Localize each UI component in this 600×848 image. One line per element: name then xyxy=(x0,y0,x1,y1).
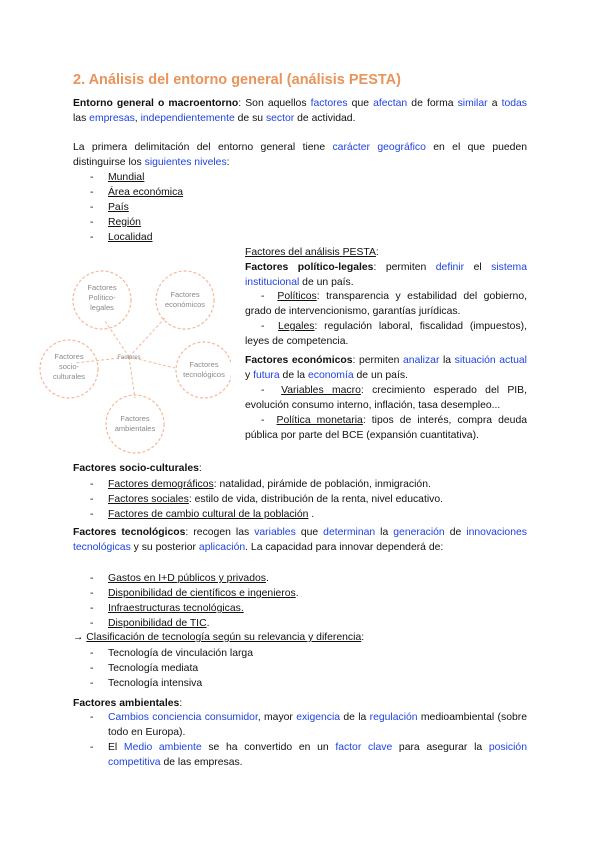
term-political: Factores político-legales xyxy=(245,262,374,273)
level-label: Localidad xyxy=(108,232,153,243)
label-environment-1: Factores xyxy=(120,414,150,423)
levels-list xyxy=(73,170,183,245)
keyword: Medio ambiente xyxy=(123,742,202,753)
text: la xyxy=(439,355,455,366)
intro-paragraph xyxy=(73,97,527,126)
label-tech-2: tecnológicos xyxy=(183,370,225,379)
list-item xyxy=(73,571,299,586)
text: para asegurar la xyxy=(392,742,489,753)
list-item xyxy=(73,185,183,200)
text: de la xyxy=(340,712,370,723)
list-item xyxy=(73,646,253,661)
text: : permiten xyxy=(373,262,436,273)
item-text: . xyxy=(295,588,299,599)
intro-text: , xyxy=(134,112,141,124)
geo-paragraph xyxy=(73,141,527,170)
text: y su posterior xyxy=(130,541,199,553)
item-text: Tecnología de vinculación larga xyxy=(108,648,253,659)
intro-text: que xyxy=(347,98,374,109)
geo-text: : xyxy=(226,156,230,168)
colon: : xyxy=(179,698,183,709)
text: : recogen las xyxy=(185,527,255,538)
item-text: : natalidad, pirámide de población, inmigración. xyxy=(213,479,431,490)
list-item xyxy=(73,230,183,245)
diagram-connector xyxy=(129,318,165,357)
list-item xyxy=(73,616,299,631)
keyword: exigencia xyxy=(296,712,341,723)
keyword: factor clave xyxy=(335,742,393,753)
item-text: : estilo de vida, distribución de la renta, nivel educativo. xyxy=(188,494,443,505)
list-item xyxy=(73,676,253,691)
socio-heading-text: Factores socio-culturales xyxy=(73,463,199,474)
keyword: similar xyxy=(457,98,488,109)
keyword: sector xyxy=(265,112,295,124)
item-label: Legales xyxy=(278,321,315,332)
keyword: innovaciones tecnológicas xyxy=(73,527,527,553)
list-item xyxy=(73,215,183,230)
colon: : xyxy=(361,632,365,643)
item-text: . xyxy=(308,509,315,520)
item-label: Variables macro xyxy=(281,385,361,396)
keyword: carácter geográfico xyxy=(332,142,426,153)
political-item-1: - Políticos: transparencia y estabilidad del gobierno, grado de intervencionismo, garantías jurídicas. xyxy=(245,291,527,317)
label-economic-1: Factores xyxy=(170,290,200,299)
political-item-2: - Legales: regulación laboral, fiscalidad (impuestos), leyes de competencia. xyxy=(245,321,527,347)
item-label: Infraestructuras tecnológicas. xyxy=(108,603,244,614)
label-socio-2: socio- xyxy=(58,362,80,371)
label-socio-1: Factores xyxy=(54,352,84,361)
intro-text: a xyxy=(487,98,502,109)
text: y xyxy=(245,369,254,381)
item-text: . xyxy=(265,573,269,584)
geo-text: en el que pueden distinguirse los xyxy=(73,142,528,168)
item-text: : regulación laboral, fiscalidad (impuestos), leyes de competencia. xyxy=(245,321,527,347)
classification-line xyxy=(73,631,527,646)
item-label: Políticos xyxy=(277,291,317,302)
text: de las empresas. xyxy=(160,756,243,768)
amb-list xyxy=(73,711,527,770)
economic-item-2: - Política monetaria: tipos de interés, compra deuda pública por parte del BCE (expansión cuantitativa). xyxy=(245,415,527,441)
keyword: posición competitiva xyxy=(108,742,527,768)
term-tech: Factores tecnológicos xyxy=(73,527,186,538)
section-title: 2. Análisis del entorno general (análisis PESTA) xyxy=(73,72,401,88)
keyword: futura xyxy=(253,369,280,381)
item-label: Gastos en I+D públicos y privados xyxy=(108,573,266,584)
list-item xyxy=(73,200,183,215)
item-label: Disponibilidad de TIC xyxy=(108,618,207,629)
level-label: Región xyxy=(108,217,141,228)
level-label: Área económica xyxy=(108,187,184,198)
item-label: Factores de cambio cultural de la población xyxy=(108,509,309,520)
tech-types-list xyxy=(73,646,253,691)
item-text: Tecnología mediata xyxy=(108,663,199,674)
list-item xyxy=(73,741,527,770)
label-political-2: Político- xyxy=(88,293,116,302)
colon: : xyxy=(375,247,379,258)
level-label: País xyxy=(108,202,129,213)
keyword: Cambios conciencia consumidor xyxy=(108,712,258,723)
text: . La capacidad para innovar dependerá de: xyxy=(245,541,444,553)
label-socio-3: culturales xyxy=(52,372,86,381)
keyword: empresas xyxy=(89,112,135,124)
text: de la xyxy=(279,369,308,381)
item-label: Disponibilidad de científicos e ingenieros xyxy=(108,588,296,599)
text: la xyxy=(375,527,394,538)
economic-item-1: - Variables macro: crecimiento esperado del PIB, evolución consumo interno, inflación, tasa desempleo... xyxy=(245,385,527,411)
intro-text: las xyxy=(73,112,90,124)
diagram-connector xyxy=(105,321,129,357)
text: de un país. xyxy=(353,369,408,381)
keyword: sistema institucional xyxy=(245,262,527,288)
text: medioambiental (sobre todo en Europa). xyxy=(108,712,527,738)
keyword: situación actual xyxy=(454,355,527,366)
item-label: Política monetaria xyxy=(276,415,363,426)
label-center: Factores xyxy=(117,355,141,361)
list-item xyxy=(73,477,443,492)
text: el xyxy=(464,262,492,273)
item-text: : tipos de interés, compra deuda pública por parte del BCE (expansión cuantitativa). xyxy=(245,415,527,441)
classification-text: Clasificación de tecnología según su relevancia y diferencia xyxy=(86,632,362,643)
term-economic: Factores económicos xyxy=(245,355,353,366)
list-item xyxy=(73,601,299,616)
amb-heading-text: Factores ambientales xyxy=(73,698,180,709)
label-tech-1: Factores xyxy=(189,360,219,369)
keyword: definir xyxy=(435,262,465,273)
item-text: . xyxy=(206,618,210,629)
list-item xyxy=(73,711,527,740)
amb-heading xyxy=(73,697,527,712)
intro-text: de actividad. xyxy=(294,112,356,124)
keyword: factores xyxy=(310,98,348,109)
keyword: siguientes niveles xyxy=(144,156,227,168)
pesta-heading xyxy=(245,246,527,261)
label-environment-2: ambientales xyxy=(114,424,156,433)
item-label: Factores demográficos xyxy=(108,479,214,490)
text: , mayor xyxy=(257,712,297,723)
text: se ha convertido en un xyxy=(201,742,336,753)
keyword: economía xyxy=(307,369,354,381)
keyword: afectan xyxy=(373,98,408,109)
label-political-1: Factores xyxy=(87,283,117,292)
keyword: regulación xyxy=(369,712,418,723)
tech-paragraph xyxy=(73,526,527,555)
keyword: todas xyxy=(501,98,527,109)
diagram-connector xyxy=(129,357,135,398)
colon: : xyxy=(198,463,202,474)
economic-paragraph xyxy=(245,354,527,383)
keyword: variables xyxy=(254,527,296,538)
list-item xyxy=(73,492,443,507)
item-text: Tecnología intensiva xyxy=(108,678,203,689)
item-text: : crecimiento esperado del PIB, evolución consumo interno, inflación, tasa desempleo... xyxy=(245,385,527,411)
keyword: analizar xyxy=(403,355,440,366)
political-paragraph xyxy=(245,261,527,290)
item-text: : transparencia y estabilidad del gobierno, grado de intervencionismo, garantías jurídicas. xyxy=(245,291,527,317)
term-macroentorno: Entorno general o macroentorno xyxy=(73,98,239,109)
text: El xyxy=(108,742,124,753)
text: : permiten xyxy=(352,355,404,366)
list-item xyxy=(73,586,299,601)
socio-heading xyxy=(73,462,527,477)
pesta-diagram xyxy=(25,263,231,457)
text: de xyxy=(444,527,467,538)
label-political-3: legales xyxy=(90,303,114,312)
list-item xyxy=(73,170,183,185)
level-label: Mundial xyxy=(108,172,145,183)
geo-text: La primera delimitación del entorno general tiene xyxy=(73,142,333,153)
keyword: aplicación xyxy=(198,541,246,553)
text: de un país. xyxy=(299,276,354,288)
keyword: generación xyxy=(393,527,445,538)
arrow-icon: → xyxy=(73,632,87,643)
list-item xyxy=(73,507,443,522)
keyword: determinan xyxy=(323,527,376,538)
keyword: independientemente xyxy=(140,112,235,124)
text: que xyxy=(295,527,324,538)
tech-list xyxy=(73,571,299,631)
pesta-heading-text: Factores del análisis PESTA xyxy=(245,247,376,258)
list-item xyxy=(73,661,253,676)
intro-text: de forma xyxy=(407,98,458,109)
socio-list xyxy=(73,477,443,522)
intro-text: : Son aquellos xyxy=(238,98,311,109)
item-label: Factores sociales xyxy=(108,494,189,505)
label-economic-2: económicos xyxy=(164,300,206,309)
intro-text: de su xyxy=(234,112,266,124)
